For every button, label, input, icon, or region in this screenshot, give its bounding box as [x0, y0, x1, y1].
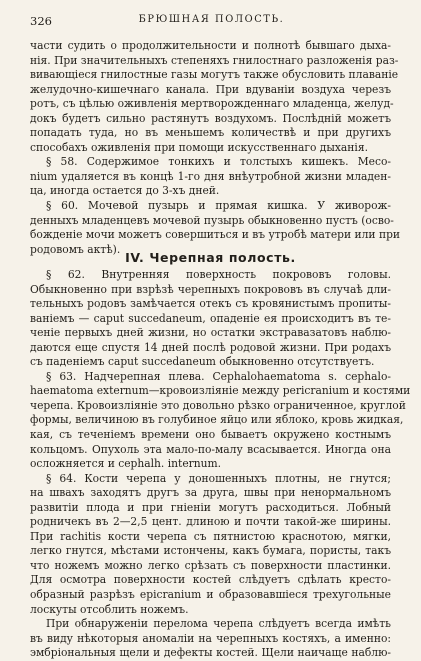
- text-line: формы, величиною въ голубиное яйцо или яблоко, кровь жидкая,: [30, 413, 404, 427]
- text-line: докъ будетъ сильно растянутъ воздухомъ. Послѣдній можетъ: [30, 111, 391, 125]
- text-line: родовомъ актѣ).: [30, 242, 121, 256]
- text-line: образный разрѣзъ epicranium и образовавшіеся трехугольные: [30, 588, 391, 602]
- text-line: ца, иногда остается до 3-хъ дней.: [30, 184, 220, 198]
- text-line: осложняется и cephalh. internum.: [30, 457, 222, 471]
- text-line: ченіе первыхъ дней жизни, но остатки экстравазатовъ наблю-: [30, 326, 391, 340]
- text-line: нія. При значительныхъ степеняхъ гнилостнаго разложенія раз-: [30, 53, 399, 67]
- running-title: БРЮШНАЯ ПОЛОСТЬ.: [138, 14, 285, 25]
- text-line: Для осмотра поверхности костей слѣдуетъ сдѣлать кресто-: [30, 573, 391, 587]
- text-line: Обыкновенно при взрѣзѣ черепныхъ покрововъ въ случаѣ дли-: [30, 282, 391, 296]
- text-line: ваніемъ — caput succedaneum, опаденіе ея происходитъ въ те-: [30, 311, 391, 325]
- page-number: 326: [30, 14, 52, 28]
- text-line: При обнаруженіи перелома черепа слѣдуетъ всегда имѣть: [46, 617, 391, 631]
- page-header: [30, 14, 393, 28]
- section-60-title: § 60. Мочевой пузырь и прямая кишка. У живорож-: [46, 199, 391, 213]
- text-line: haematoma externum—кровоизліяніе между pericranium и костями: [30, 384, 411, 398]
- text-block-bottom: [30, 268, 411, 661]
- section-58-title: § 58. Содержимое тонкихъ и толстыхъ кишекъ. Месо-: [46, 155, 391, 169]
- text-line: вивающіеся гнилостные газы могутъ также обусловить плаваніе: [30, 68, 399, 82]
- text-line: даются еще спустя 14 дней послѣ родовой жизни. При родахъ: [30, 340, 391, 354]
- text-line: кая, съ теченіемъ времени оно бываетъ окружено костнымъ: [30, 428, 391, 442]
- text-line: желудочно-кишечнаго канала. При вдуваніи воздуха черезъ: [30, 82, 391, 96]
- text-line: эмбріональныя щели и дефекты костей. Щели наичаще наблю-: [30, 646, 391, 660]
- section-heading: IV. Черепная полость.: [125, 250, 296, 265]
- text-line: ротъ, съ цѣлью оживленія мертворожденнаго младенца, желуд-: [30, 97, 394, 111]
- text-line: При rachitis кости черепа съ пятнистою краснотою, мягки,: [30, 529, 391, 543]
- text-line: что ножемъ можно легко срѣзать съ поверхности пластинки.: [30, 558, 391, 572]
- text-line: родничекъ въ 2—2,5 цент. длиною и почти такой-же ширины.: [30, 515, 391, 529]
- section-62-title: § 62. Внутренняя поверхность покрововъ головы.: [46, 268, 391, 281]
- text-line: тельныхъ родовъ замѣчается отекъ съ кровянистымъ пропиты-: [30, 297, 391, 311]
- text-line: развитіи плода и при гніеніи могутъ расходиться. Лобный: [30, 500, 391, 514]
- section-64-title: § 64. Кости черепа у доношенныхъ плотны, не гнутся;: [46, 471, 391, 485]
- text-line: на швахъ заходятъ другъ за друга, швы при ненормальномъ: [30, 486, 391, 500]
- text-line: попадать туда, но въ меньшемъ количествѣ и при другихъ: [30, 126, 391, 140]
- text-line: части судить о продолжительности и полнотѣ бывшаго дыха-: [30, 39, 391, 52]
- text-line: легко гнутся, мѣстами истончены, какъ бумага, пористы, такъ: [30, 544, 391, 558]
- text-line: въ виду нѣкоторыя аномаліи на черепныхъ костяхъ, а именно:: [30, 631, 391, 645]
- text-block-top: [30, 39, 401, 257]
- text-line: nium удаляется въ концѣ 1-го дня внѣутробной жизни младен-: [30, 169, 391, 183]
- text-line: божденіе мочи можетъ совершиться и въ утробѣ матери или при: [30, 228, 401, 242]
- text-line: способахъ оживленія при помощи искусственнаго дыханія.: [30, 140, 368, 154]
- text-line: черепа. Кровоизліяніе это довольно рѣзко ограниченное, круглой: [30, 398, 406, 412]
- text-line: лоскуты отсоблить ножемъ.: [30, 602, 189, 616]
- text-line: съ паденіемъ caput succedaneum обыкновенно отсутствуетъ.: [30, 355, 375, 369]
- text-line: кольцомъ. Опухоль эта мало-по-малу всасывается. Иногда она: [30, 442, 391, 456]
- text-line: денныхъ младенцевъ мочевой пузырь обыкновенно пустъ (осво-: [30, 213, 394, 227]
- section-63-title: § 63. Надчерепная плева. Cephalohaematoma s. cephalo-: [46, 369, 391, 383]
